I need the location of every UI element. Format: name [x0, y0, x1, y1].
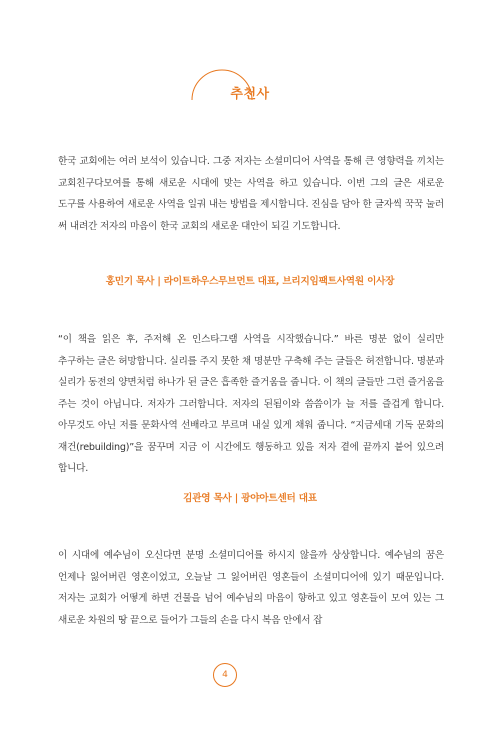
page-number: 4	[222, 670, 228, 680]
recommender-credit-1: 홍민기 목사 | 라이트하우스무브먼트 대표, 브리지임팩트사역원 이사장	[105, 276, 395, 287]
page-header	[0, 60, 500, 120]
recommendation-body-2: “이 책을 읽은 후, 주저해 온 인스타그램 사역을 시작했습니다.” 바른 명분 없이 실리만 추구하는 글은 허망합니다. 실리를 주지 못한 채 명분만 구축해 주는 글들은 허전합니다. 명분과 실리가 동전의 양면처럼 하나가 된 글은 흡족한 즐거움을 줍니다. 이 책의 글들만 그런 즐거움을 주는 것이 아닙니다. 저자가 그러합니다. 저자의 된됨이와 씀씀이가 늘 저를 즐겁게 합니다. 아무것도 아닌 저를 문화사역 선배라고 부르며 내실 있게 채워 줍니다. “지금세대 기독 문화의 재건(rebuilding)”을 꿈꾸며 지금 이 시간에도 행동하고 있을 저자 곁에 끝까지 붙어 있으려 합니다.	[58, 334, 444, 474]
recommendation-body-1: 한국 교회에는 여러 보석이 있습니다. 그중 저자는 소셜미디어 사역을 통해 큰 영향력을 끼치는 교회친구다모여를 통해 새로운 시대에 맞는 사역을 하고 있습니다. 이번 그의 글은 새로운 도구를 사용하여 새로운 사역을 일궈 내는 방법을 제시합니다. 진심을 담아 한 글자씩 꾹꾹 눌러 써 내려간 저자의 마음이 한국 교회의 새로운 대안이 되길 기도합니다.	[58, 156, 444, 232]
page-title: 추천사	[230, 87, 270, 102]
recommender-credit-2: 김관영 목사 | 광야아트센터 대표	[183, 493, 317, 504]
page-number-badge	[213, 663, 237, 687]
recommendation-body-3: 이 시대에 예수님이 오신다면 분명 소셜미디어를 하시지 않을까 상상합니다. 예수님의 꿈은 언제나 잃어버린 영혼이었고, 오늘날 그 잃어버린 영혼들이 소셜미디어에 있기 때문입니다. 저자는 교회가 어떻게 하면 건물을 넘어 예수님의 마음이 향하고 있고 영혼들이 모여 있는 그 새로운 차원의 땅 끝으로 들어가 그들의 손을 다시 복음 안에서 잡	[58, 550, 444, 626]
